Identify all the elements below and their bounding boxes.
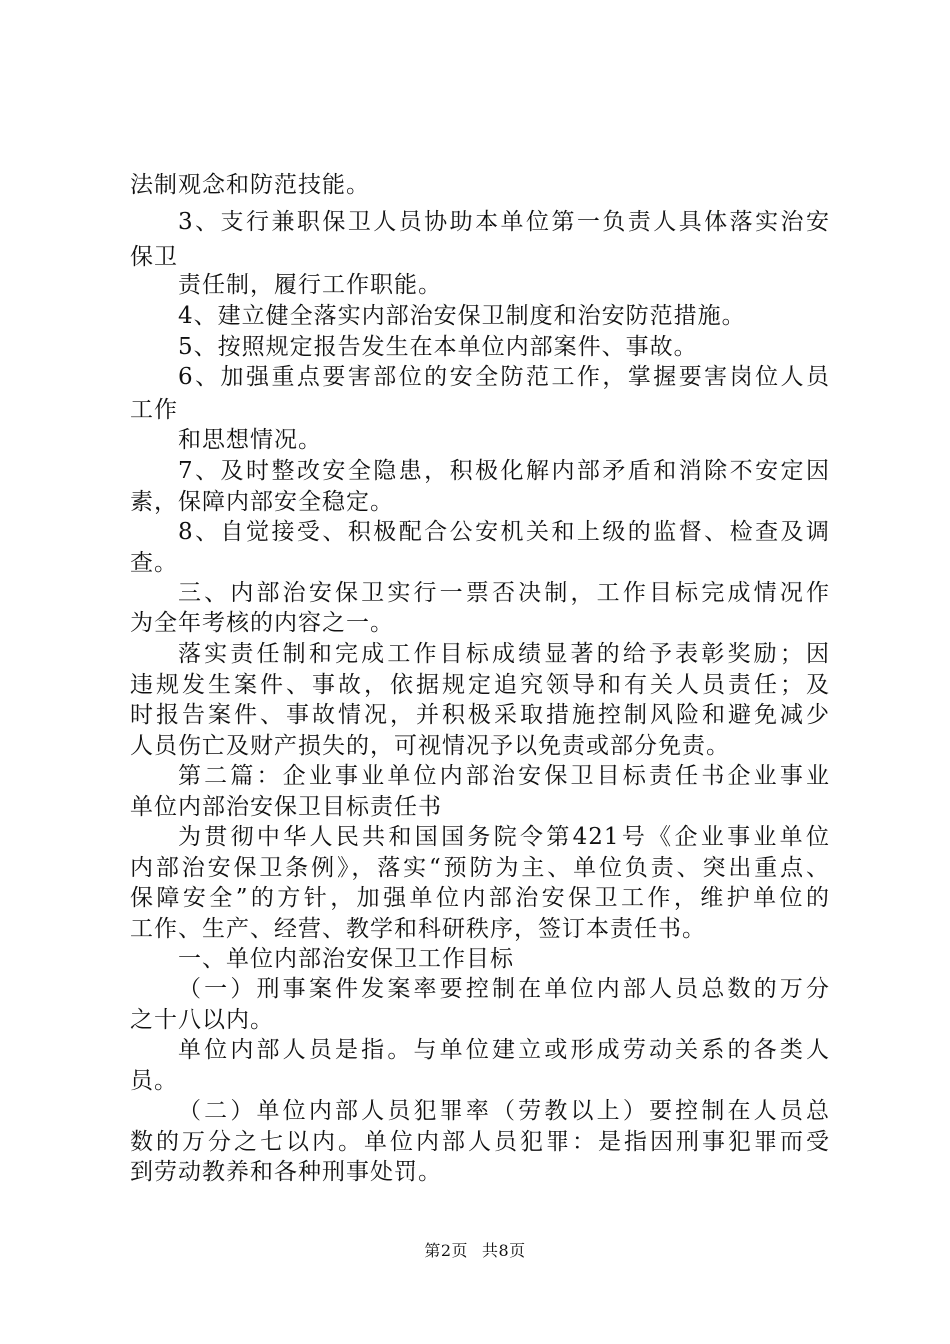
text-line: 三、内部治安保卫实行一票否决制，工作目标完成情况作 (178, 580, 830, 606)
text-line: 和思想情况。 (178, 427, 322, 453)
text-line: 数的万分之七以内。单位内部人员犯罪：是指因刑事犯罪而受 (130, 1129, 830, 1155)
text-line: （二）单位内部人员犯罪率（劳教以上）要控制在人员总 (178, 1098, 830, 1124)
text-line: 查。 (130, 550, 178, 576)
text-line: 人员伤亡及财产损失的，可视情况予以免责或部分免责。 (130, 733, 730, 759)
text-line: 到劳动教养和各种刑事处罚。 (130, 1159, 442, 1185)
text-line: 6、加强重点要害部位的安全防范工作，掌握要害岗位人员 (178, 364, 830, 390)
text-line: 7、及时整改安全隐患，积极化解内部矛盾和消除不安定因 (178, 458, 830, 484)
text-line: 为贯彻中华人民共和国国务院令第421号《企业事业单位 (178, 824, 830, 850)
text-line: 5、按照规定报告发生在本单位内部案件、事故。 (178, 334, 698, 360)
text-line: 法制观念和防范技能。 (130, 172, 370, 198)
text-line: 一、单位内部治安保卫工作目标 (178, 946, 514, 972)
text-line: 违规发生案件、事故，依据规定追究领导和有关人员责任；及 (130, 672, 830, 698)
text-line: 落实责任制和完成工作目标成绩显著的给予表彰奖励；因 (178, 641, 830, 667)
page-footer (0, 1240, 950, 1262)
text-line: （一）刑事案件发案率要控制在单位内部人员总数的万分 (178, 976, 830, 1002)
page-number: 第2页 (424, 1241, 468, 1260)
page-total: 共8页 (482, 1241, 526, 1260)
text-line: 内部治安保卫条例》，落实“预防为主、单位负责、突出重点、 (130, 855, 830, 881)
text-line: 为全年考核的内容之一。 (130, 610, 394, 636)
text-line: 保卫 (130, 244, 178, 270)
text-line: 保障安全”的方针，加强单位内部治安保卫工作，维护单位的 (130, 885, 830, 911)
text-line: 3、支行兼职保卫人员协助本单位第一负责人具体落实治安 (178, 209, 830, 235)
text-line: 素，保障内部安全稳定。 (130, 489, 394, 515)
text-line: 8、自觉接受、积极配合公安机关和上级的监督、检查及调 (178, 519, 830, 545)
text-line: 单位内部人员是指。与单位建立或形成劳动关系的各类人 (178, 1037, 830, 1063)
text-line: 工作 (130, 397, 178, 423)
text-line: 单位内部治安保卫目标责任书 (130, 794, 442, 820)
text-line: 责任制，履行工作职能。 (178, 272, 442, 298)
text-line: 4、建立健全落实内部治安保卫制度和治安防范措施。 (178, 303, 746, 329)
text-line: 第二篇：企业事业单位内部治安保卫目标责任书企业事业 (178, 763, 830, 789)
text-line: 工作、生产、经营、教学和科研秩序，签订本责任书。 (130, 916, 706, 942)
text-line: 员。 (130, 1068, 178, 1094)
text-line: 之十八以内。 (130, 1007, 274, 1033)
text-line: 时报告案件、事故情况，并积极采取措施控制风险和避免减少 (130, 702, 830, 728)
